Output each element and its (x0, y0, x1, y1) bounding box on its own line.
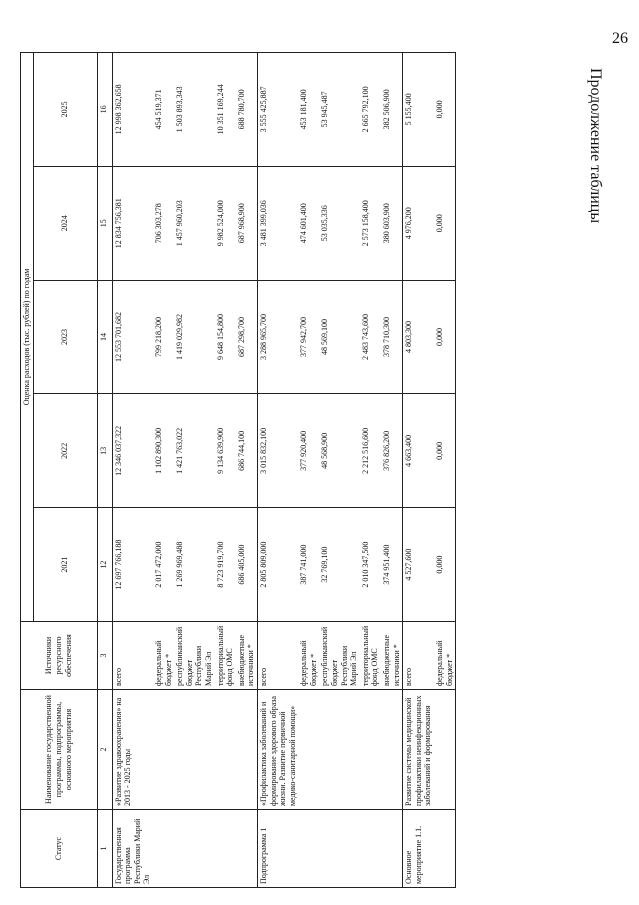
value-cell: 2 017 472,000 (153, 508, 174, 622)
value-cell: 0,000 (434, 53, 456, 167)
name-cell: Развитие системы медицинской профилактики неинфекционных заболеваний и формирования (403, 690, 434, 810)
budget-table (20, 52, 456, 888)
value-cell: 12 553 701,682 (112, 280, 153, 394)
value-cell: 380 603,900 (381, 166, 403, 280)
status-cell (434, 810, 456, 888)
table-row (319, 53, 359, 888)
status-cell (381, 810, 403, 888)
table-row (257, 53, 298, 888)
status-cell: Основное мероприятие 1.1. (403, 810, 434, 888)
column-index: 3 (97, 622, 112, 690)
value-cell: 706 303,278 (153, 166, 174, 280)
value-cell: 2 212 516,600 (360, 394, 381, 508)
value-cell: 453 181,400 (298, 53, 319, 167)
value-cell: 9 982 524,000 (215, 166, 236, 280)
source-cell: федеральный бюджет * (298, 622, 319, 690)
value-cell: 48 568,900 (319, 394, 359, 508)
value-cell: 2 573 158,400 (360, 166, 381, 280)
column-index: 16 (97, 53, 112, 167)
status-cell (236, 810, 258, 888)
value-cell: 687 298,700 (236, 280, 258, 394)
value-cell: 1 503 893,343 (174, 53, 214, 167)
source-cell: всего (403, 622, 434, 690)
value-cell: 2 805 809,000 (257, 508, 298, 622)
source-cell: республиканский бюджет Республики Марий Эл (319, 622, 359, 690)
source-cell: федеральный бюджет * (153, 622, 174, 690)
value-cell: 1 269 969,488 (174, 508, 214, 622)
status-cell (174, 810, 214, 888)
column-index: 2 (97, 690, 112, 810)
name-cell (360, 690, 381, 810)
table-row (298, 53, 319, 888)
table-row (403, 53, 434, 888)
column-index: 15 (97, 166, 112, 280)
value-cell: 1 102 890,300 (153, 394, 174, 508)
source-cell: всего (257, 622, 298, 690)
name-cell (298, 690, 319, 810)
value-cell: 686 744,100 (236, 394, 258, 508)
value-cell: 2 665 792,100 (360, 53, 381, 167)
header-year: 2025 (33, 53, 97, 167)
status-cell: Государственная программа Республики Марий Эл (112, 810, 153, 888)
header-year: 2023 (33, 280, 97, 394)
source-cell: федеральный бюджет * (434, 622, 456, 690)
value-cell: 4 976,200 (403, 166, 434, 280)
value-cell: 3 481 399,036 (257, 166, 298, 280)
table-row (236, 53, 258, 888)
status-cell (153, 810, 174, 888)
header-year: 2021 (33, 508, 97, 622)
budget-table-rotated (20, 52, 608, 888)
table-row (112, 53, 153, 888)
column-index: 13 (97, 394, 112, 508)
value-cell: 374 951,400 (381, 508, 403, 622)
page-number: 26 (612, 30, 628, 47)
column-index: 1 (97, 810, 112, 888)
value-cell: 4 803,300 (403, 280, 434, 394)
status-cell (298, 810, 319, 888)
source-cell: всего (112, 622, 153, 690)
value-cell: 0,000 (434, 394, 456, 508)
column-index: 12 (97, 508, 112, 622)
value-cell: 2 010 347,500 (360, 508, 381, 622)
name-cell (236, 690, 258, 810)
name-cell (215, 690, 236, 810)
value-cell: 48 569,100 (319, 280, 359, 394)
header-status: Статус (21, 810, 98, 888)
value-cell: 12 346 037,322 (112, 394, 153, 508)
name-cell (153, 690, 174, 810)
value-cell: 387 741,000 (298, 508, 319, 622)
value-cell: 0,000 (434, 166, 456, 280)
status-cell (319, 810, 359, 888)
value-cell: 9 134 639,900 (215, 394, 236, 508)
value-cell: 2 483 743,600 (360, 280, 381, 394)
table-row (434, 53, 456, 888)
source-cell: внебюджетные источники * (236, 622, 258, 690)
value-cell: 12 834 756,381 (112, 166, 153, 280)
name-cell (381, 690, 403, 810)
value-cell: 5 155,400 (403, 53, 434, 167)
value-cell: 799 218,200 (153, 280, 174, 394)
source-cell: республиканский бюджет Республики Марий Эл (174, 622, 214, 690)
name-cell: «Профилактика заболеваний и формирование здорового образа жизни. Развитие первичной медико-санитарной помощи» (257, 690, 298, 810)
value-cell: 686 405,000 (236, 508, 258, 622)
table-row (381, 53, 403, 888)
header-year: 2024 (33, 166, 97, 280)
value-cell: 3 015 832,100 (257, 394, 298, 508)
name-cell (319, 690, 359, 810)
value-cell: 12 697 766,188 (112, 508, 153, 622)
status-cell: Подпрограмма 1 (257, 810, 298, 888)
name-cell (434, 690, 456, 810)
value-cell: 32 769,100 (319, 508, 359, 622)
value-cell: 3 555 425,887 (257, 53, 298, 167)
table-caption: Продолжение таблицы (587, 68, 604, 224)
value-cell: 4 527,600 (403, 508, 434, 622)
source-cell: внебюджетные источники * (381, 622, 403, 690)
column-index: 14 (97, 280, 112, 394)
value-cell: 688 780,700 (236, 53, 258, 167)
header-year: 2022 (33, 394, 97, 508)
value-cell: 53 945,487 (319, 53, 359, 167)
header-name: Наименование государственной программы, подпрограммы, основного мероприятия (21, 690, 98, 810)
value-cell: 474 601,400 (298, 166, 319, 280)
value-cell: 12 998 362,658 (112, 53, 153, 167)
name-cell: «Развитие здравоохранения» на 2013 - 2025 годы (112, 690, 153, 810)
value-cell: 1 421 763,022 (174, 394, 214, 508)
source-cell: территориальный фонд ОМС (215, 622, 236, 690)
value-cell: 4 663,400 (403, 394, 434, 508)
table-row (360, 53, 381, 888)
table-row (174, 53, 214, 888)
value-cell: 377 942,700 (298, 280, 319, 394)
value-cell: 377 920,400 (298, 394, 319, 508)
source-cell: территориальный фонд ОМС (360, 622, 381, 690)
value-cell: 8 723 919,700 (215, 508, 236, 622)
table-body (112, 53, 456, 888)
table-row (215, 53, 236, 888)
status-cell (360, 810, 381, 888)
value-cell: 0,000 (434, 508, 456, 622)
value-cell: 0,000 (434, 280, 456, 394)
value-cell: 454 519,371 (153, 53, 174, 167)
table-row (153, 53, 174, 888)
value-cell: 382 506,900 (381, 53, 403, 167)
value-cell: 1 457 960,203 (174, 166, 214, 280)
value-cell: 687 968,900 (236, 166, 258, 280)
value-cell: 1 419 029,982 (174, 280, 214, 394)
value-cell: 10 351 169,244 (215, 53, 236, 167)
value-cell: 53 035,336 (319, 166, 359, 280)
value-cell: 376 826,200 (381, 394, 403, 508)
value-cell: 9 648 154,800 (215, 280, 236, 394)
value-cell: 3 288 965,700 (257, 280, 298, 394)
status-cell (215, 810, 236, 888)
value-cell: 378 710,300 (381, 280, 403, 394)
header-source: Источники ресурсного обеспечения (21, 622, 98, 690)
header-estimate: Оценка расходов (тыс. рублей) по годам (21, 53, 34, 622)
name-cell (174, 690, 214, 810)
